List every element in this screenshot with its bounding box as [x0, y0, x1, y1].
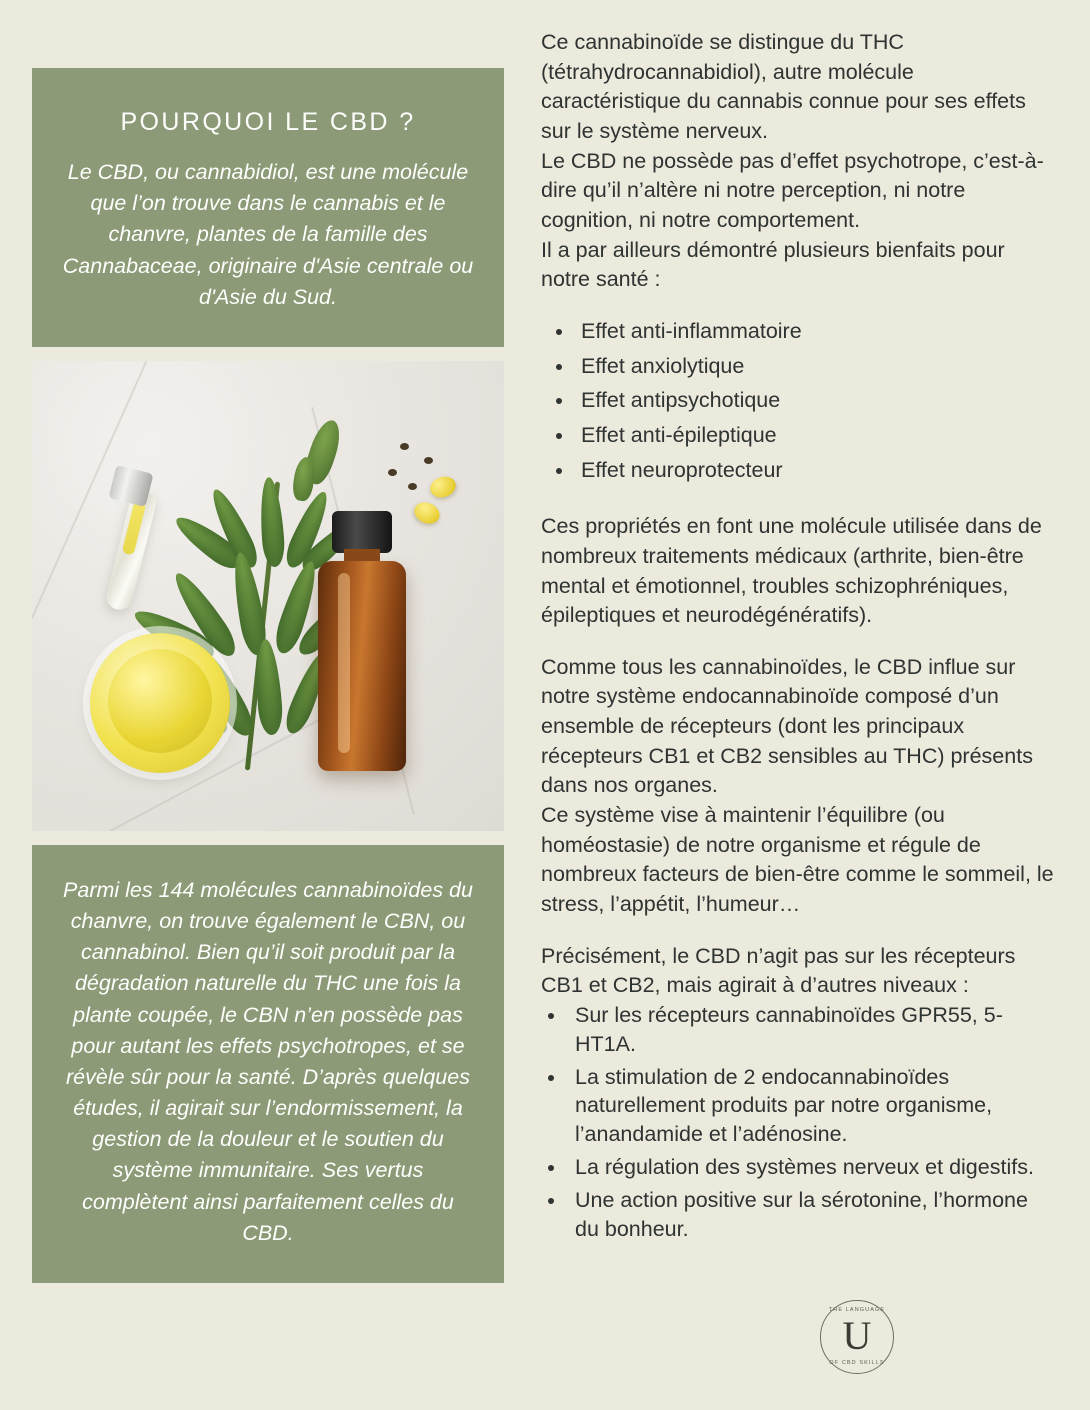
spacer — [541, 920, 1057, 942]
hemp-seed — [388, 469, 397, 476]
hemp-leaf — [258, 476, 286, 567]
list-item: • Effet neuroprotecteur — [575, 456, 1057, 486]
paragraph-mechanisms-intro: Précisément, le CBD n’agit pas sur les récepteurs CB1 et CB2, mais agirait à d’autres niveaux : — [541, 943, 1016, 998]
paragraph-benefits-intro: Il a par ailleurs démontré plusieurs bienfaits pour notre santé : — [541, 237, 1005, 292]
intro-card — [32, 68, 504, 347]
cbd-product-photo — [32, 361, 504, 831]
mechanisms-list — [541, 1001, 1057, 1243]
spacer — [541, 490, 1057, 512]
hemp-seed — [400, 443, 409, 450]
list-item: • La stimulation de 2 endocannabinoïdes naturellement produits par notre organisme, l’anandamide et l’adénosine. — [567, 1063, 1057, 1149]
spacer — [541, 631, 1057, 653]
list-item: • La régulation des systèmes nerveux et digestifs. — [567, 1153, 1057, 1182]
logo-text-top: THE LANGUAGE — [828, 1307, 886, 1313]
bottle-cap — [332, 511, 392, 553]
paragraph-endocannabinoid-system: Comme tous les cannabinoïdes, le CBD influe sur notre système endocannabinoïde composé d’un ensemble de récepteurs (dont les principaux récepteurs CB1 et CB2 sensibles au THC) présents dans nos organes. — [541, 654, 1033, 798]
page-title: POURQUOI LE CBD ? — [120, 108, 416, 136]
list-item: • Sur les récepteurs cannabinoïdes GPR55, 5-HT1A. — [567, 1001, 1057, 1059]
benefits-list — [541, 317, 1057, 485]
list-item: • Effet anti-inflammatoire — [575, 317, 1057, 347]
paragraph-medical-uses: Ces propriétés en font une molécule utilisée dans de nombreux traitements médicaux (arthrite, bien-être mental et émotionnel, troubles schizophréniques, épileptiques et neurodégénératifs). — [541, 514, 1042, 628]
list-item: • Effet anti-épileptique — [575, 421, 1057, 451]
cbn-paragraph: Parmi les 144 molécules cannabinoïdes du chanvre, on trouve également le CBN, ou cannabinol. Bien qu’il soit produit par la dégradation naturelle du THC une fois la plante coupée, le CBN n’en possède pas pour autant les effets psychotropes, et se révèle sûr pour la santé. D’après quelques études, il agirait sur l’endormissement, la gestion de la douleur et le soutien du système immunitaire. Ses vertus complètent ainsi parfaitement celles du CBD. — [63, 877, 473, 1245]
hemp-seed — [424, 457, 433, 464]
oil-capsule — [428, 473, 459, 500]
paragraph-thc-distinction: Ce cannabinoïde se distingue du THC (tétrahydrocannabidiol), autre molécule caractéristique du cannabis connue pour ses effets sur le système nerveux. — [541, 30, 1026, 143]
intro-paragraph: Le CBD, ou cannabidiol, est une molécule que l’on trouve dans le cannabis et le chanvre, plantes de la famille des Cannabaceae, originaire d'Asie centrale ou d'Asie du Sud. — [62, 160, 474, 309]
oil-bowl — [90, 633, 230, 773]
hemp-leaf — [253, 638, 284, 735]
paragraph-no-psychotropic: Le CBD ne possède pas d’effet psychotrope, c’est-à-dire qu’il n’altère ni notre perception, ni notre cognition, ni notre comportement. — [541, 148, 1044, 232]
hemp-seed — [408, 483, 417, 490]
brand-logo — [820, 1300, 896, 1376]
list-item: • Effet antipsychotique — [575, 386, 1057, 416]
amber-bottle — [318, 561, 406, 771]
list-item: • Effet anxiolytique — [575, 352, 1057, 382]
list-item: • Une action positive sur la sérotonine, l’hormone du bonheur. — [567, 1186, 1057, 1244]
oil-surface — [108, 649, 212, 753]
right-column — [541, 28, 1057, 1247]
left-column — [32, 68, 504, 1283]
logo-monogram: U — [842, 1313, 872, 1358]
spacer — [541, 295, 1057, 317]
bottle-highlight — [338, 573, 350, 753]
pipette-collar — [108, 465, 153, 507]
oil-capsule — [411, 498, 443, 527]
cbn-card — [32, 845, 504, 1283]
logo-text-bottom: OF CBD SKILLS — [829, 1360, 885, 1366]
paragraph-homeostasis: Ce système vise à maintenir l’équilibre (ou homéostasie) de notre organisme et régule de nombreux facteurs de bien-être comme le sommeil, le stress, l’appétit, l’humeur… — [541, 803, 1054, 917]
